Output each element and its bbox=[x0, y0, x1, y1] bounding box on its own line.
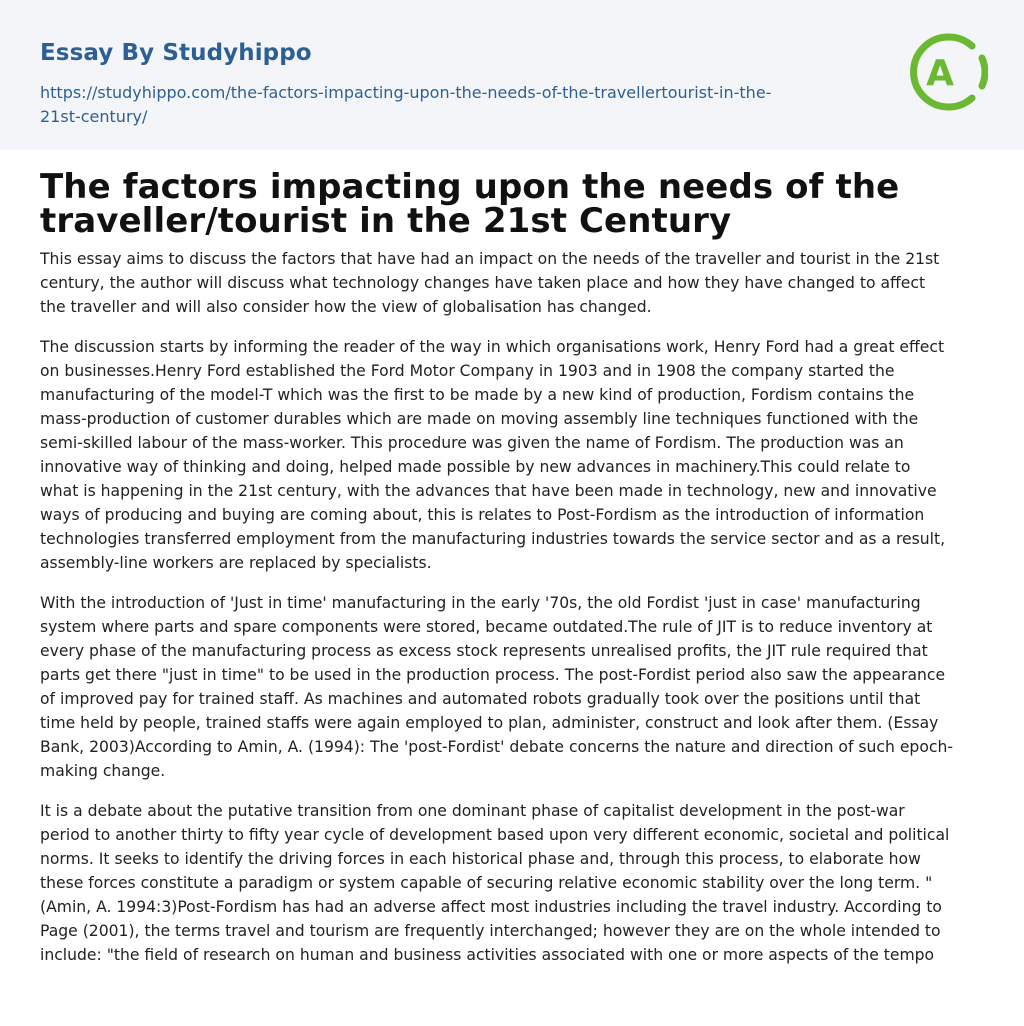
paragraph-line: the traveller and will also consider how the view of globalisation has changed. bbox=[40, 298, 652, 316]
essay-title-line: The factors impacting upon the needs of the bbox=[40, 167, 900, 207]
paragraph-line: It is a debate about the putative transition from one dominant phase of capitalist development in the post-war bbox=[40, 802, 905, 820]
paragraph-line: (Amin, A. 1994:3)Post-Fordism has had an adverse affect most industries including the travel industry. According to bbox=[40, 898, 942, 916]
essay-paragraph-2 bbox=[40, 335, 984, 575]
essay-paragraph-4 bbox=[40, 799, 984, 967]
paragraph-line: of improved pay for trained staff. As machines and automated robots gradually took over the positions until that bbox=[40, 690, 921, 708]
paragraph-line: With the introduction of 'Just in time' manufacturing in the early '70s, the old Fordist 'just in case' manufacturing bbox=[40, 594, 921, 612]
essay-paragraph-1 bbox=[40, 247, 984, 319]
paragraph-line: manufacturing of the model-T which was the first to be made by a new kind of production, Fordism contains the bbox=[40, 386, 915, 404]
paragraph-line: innovative way of thinking and doing, helped made possible by new advances in machinery.This could relate to bbox=[40, 458, 911, 476]
paragraph-line: ways of producing and buying are coming about, this is relates to Post-Fordism as the introduction of information bbox=[40, 506, 925, 524]
essay-url-line-2[interactable]: 21st-century/ bbox=[40, 107, 148, 126]
paragraph-line: these forces constitute a paradigm or system capable of securing relative economic stability over the long term. " bbox=[40, 874, 933, 892]
paragraph-line: norms. It seeks to identify the driving forces in each historical phase and, through this process, to elaborate how bbox=[40, 850, 921, 868]
essay-paragraph-3 bbox=[40, 591, 984, 783]
paragraph-line: period to another thirty to fifty year cycle of development based upon very different economic, societal and political bbox=[40, 826, 950, 844]
paragraph-line: semi-skilled labour of the mass-worker. This procedure was given the name of Fordism. The production was an bbox=[40, 434, 904, 452]
essay-url-line-1[interactable]: https://studyhippo.com/the-factors-impacting-upon-the-needs-of-the-travellertourist-in-the- bbox=[40, 83, 772, 102]
paragraph-line: assembly-line workers are replaced by specialists. bbox=[40, 554, 432, 572]
paragraph-line: what is happening in the 21st century, with the advances that have been made in technology, new and innovative bbox=[40, 482, 937, 500]
paragraph-line: mass-production of customer durables which are made on moving assembly line techniques functioned with the bbox=[40, 410, 919, 428]
paragraph-line: The discussion starts by informing the reader of the way in which organisations work, Henry Ford had a great effect bbox=[40, 338, 945, 356]
paragraph-line: system where parts and spare components were stored, became outdated.The rule of JIT is to reduce inventory at bbox=[40, 618, 933, 636]
site-header bbox=[0, 0, 1024, 150]
paragraph-line: include: "the field of research on human and business activities associated with one or more aspects of the tempo bbox=[40, 946, 935, 964]
paragraph-line: technologies transferred employment from the manufacturing industries towards the service sector and as a result, bbox=[40, 530, 946, 548]
paragraph-line: parts get there "just in time" to be used in the production process. The post-Fordist period also saw the appearance bbox=[40, 666, 946, 684]
essay-content bbox=[40, 167, 984, 983]
paragraph-line: on businesses.Henry Ford established the Ford Motor Company in 1903 and in 1908 the company started the bbox=[40, 362, 895, 380]
essay-title bbox=[40, 167, 984, 241]
paragraph-line: Page (2001), the terms travel and tourism are frequently interchanged; however they are on the whole intended to bbox=[40, 922, 941, 940]
essay-url-link[interactable] bbox=[40, 81, 820, 129]
paragraph-line: every phase of the manufacturing process as excess stock represents unrealised profits, the JIT rule required that bbox=[40, 642, 928, 660]
paragraph-line: Bank, 2003)According to Amin, A. (1994): The 'post-Fordist' debate concerns the nature and direction of such epoch- bbox=[40, 738, 953, 756]
studyhippo-logo-icon[interactable] bbox=[910, 28, 988, 116]
logo-letter: A bbox=[926, 53, 954, 94]
paragraph-line: time held by people, trained staffs were again employed to plan, administer, construct and look after them. (Essay bbox=[40, 714, 939, 732]
paragraph-line: This essay aims to discuss the factors that have had an impact on the needs of the traveller and tourist in the 21st bbox=[40, 250, 940, 268]
paragraph-line: century, the author will discuss what technology changes have taken place and how they have changed to affect bbox=[40, 274, 926, 292]
paragraph-line: making change. bbox=[40, 762, 166, 780]
essay-title-line: traveller/tourist in the 21st Century bbox=[40, 201, 732, 241]
site-title[interactable]: Essay By Studyhippo bbox=[40, 40, 312, 66]
